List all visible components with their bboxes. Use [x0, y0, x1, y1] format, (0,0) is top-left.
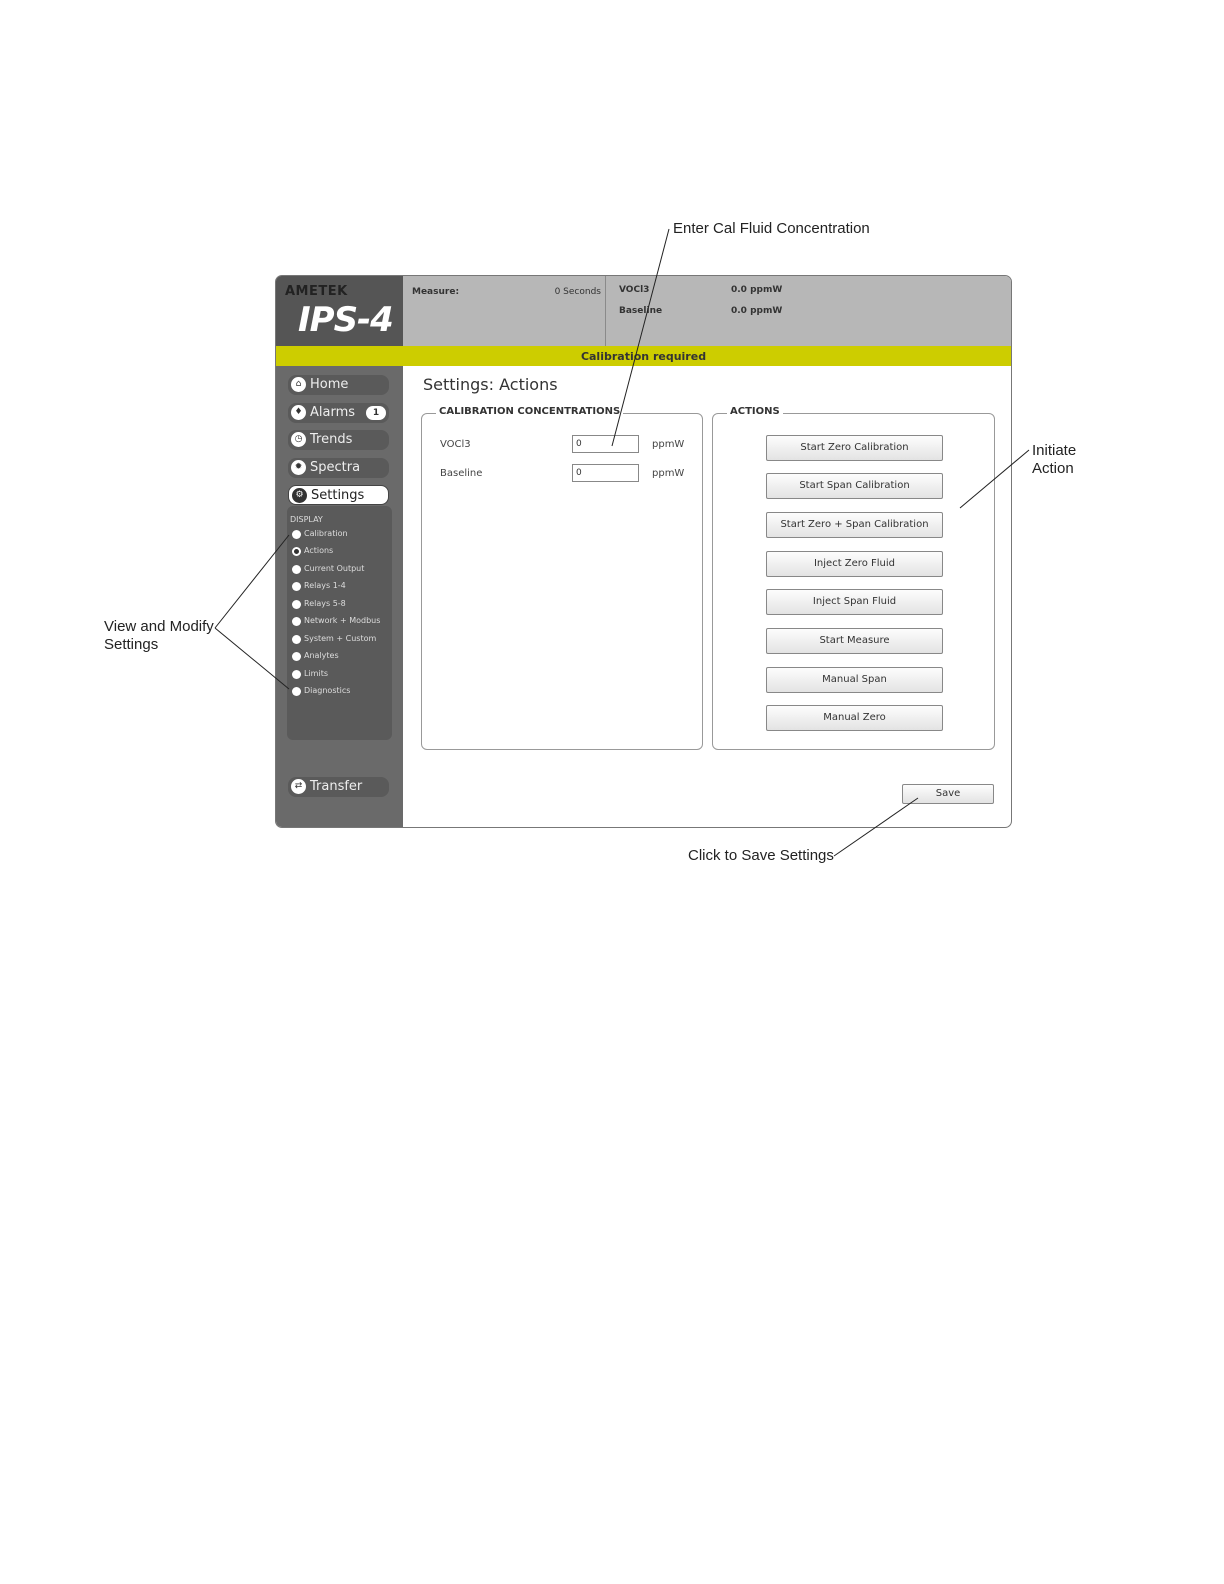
- status-bar: [276, 346, 1011, 366]
- callout-initiate-action: [1032, 442, 1076, 478]
- radio-icon: [292, 582, 301, 591]
- nav-transfer[interactable]: [288, 777, 389, 797]
- callout-view-modify-line1: View and Modify: [104, 618, 214, 635]
- callout-initiate-line2: Action: [1032, 460, 1074, 477]
- brand-logo: AMETEK: [285, 284, 348, 299]
- bell-icon: ♦: [291, 405, 306, 420]
- status-message: Calibration required: [580, 350, 707, 363]
- display-title: DISPLAY: [290, 515, 323, 524]
- nav-trends[interactable]: [288, 430, 389, 450]
- display-item-label: Calibration: [304, 529, 348, 538]
- start-zero-span-calibration-button[interactable]: Start Zero + Span Calibration: [766, 512, 943, 538]
- inject-span-fluid-button[interactable]: Inject Span Fluid: [766, 589, 943, 615]
- header: [403, 276, 1011, 346]
- actions-group-title: ACTIONS: [727, 406, 783, 417]
- callout-view-modify: [104, 618, 214, 654]
- nav-spectra[interactable]: [288, 458, 389, 478]
- display-item-label: Relays 1-4: [304, 581, 346, 590]
- callout-enter-cal-fluid: Enter Cal Fluid Concentration: [673, 220, 870, 237]
- header-divider: [605, 276, 606, 346]
- display-item-label: Current Output: [304, 564, 365, 573]
- reading-name: Baseline: [619, 306, 663, 316]
- nav-alarms-label: Alarms: [310, 405, 356, 420]
- start-zero-calibration-button[interactable]: Start Zero Calibration: [766, 435, 943, 461]
- save-button[interactable]: Save: [902, 784, 994, 804]
- measure-label: Measure:: [412, 287, 460, 297]
- field-label-vocl3: VOCl3: [440, 439, 471, 450]
- display-item-label: Actions: [304, 546, 334, 555]
- transfer-icon: ⇄: [291, 779, 306, 794]
- inject-zero-fluid-button[interactable]: Inject Zero Fluid: [766, 551, 943, 577]
- radio-icon: [292, 565, 301, 574]
- display-item-label: Analytes: [304, 651, 339, 660]
- display-item-label: Relays 5-8: [304, 599, 346, 608]
- reading-name: VOCl3: [619, 285, 650, 295]
- radio-icon: [292, 617, 301, 626]
- display-item-label: Network + Modbus: [304, 616, 381, 625]
- alarms-count-badge: 1: [366, 406, 386, 420]
- nav-spectra-label: Spectra: [310, 460, 361, 475]
- product-logo: IPS-4: [298, 300, 393, 340]
- nav-trends-label: Trends: [310, 432, 353, 447]
- manual-zero-button[interactable]: Manual Zero: [766, 705, 943, 731]
- home-icon: ⌂: [291, 377, 306, 392]
- nav-settings-label: Settings: [311, 488, 365, 503]
- calibration-group-title: CALIBRATION CONCENTRATIONS: [436, 406, 623, 417]
- start-span-calibration-button[interactable]: Start Span Calibration: [766, 473, 943, 499]
- reading-value: 0.0 ppmW: [731, 285, 783, 295]
- callout-initiate-line1: Initiate: [1032, 442, 1077, 459]
- logo: [276, 276, 403, 346]
- radio-icon: [292, 687, 301, 696]
- radio-icon: [292, 600, 301, 609]
- field-unit-baseline: ppmW: [652, 468, 685, 479]
- vocl3-concentration-input[interactable]: [572, 435, 639, 453]
- radio-icon: [292, 635, 301, 644]
- gear-icon: ⚙: [292, 488, 307, 503]
- radio-icon: [292, 652, 301, 661]
- display-item-label: Limits: [304, 669, 328, 678]
- nav-home[interactable]: [288, 375, 389, 395]
- field-unit-vocl3: ppmW: [652, 439, 685, 450]
- clock-icon: ◷: [291, 432, 306, 447]
- display-menu: [287, 506, 392, 740]
- app-window: [275, 275, 1012, 828]
- manual-span-button[interactable]: Manual Span: [766, 667, 943, 693]
- callout-click-save: Click to Save Settings: [688, 847, 834, 864]
- actions-group: [712, 406, 995, 750]
- radio-icon: [292, 530, 301, 539]
- measure-value: 0 Seconds: [554, 287, 601, 297]
- baseline-concentration-input[interactable]: [572, 464, 639, 482]
- display-item-label: System + Custom: [304, 634, 377, 643]
- reading-value: 0.0 ppmW: [731, 306, 783, 316]
- callout-view-modify-line2: Settings: [104, 636, 159, 653]
- nav-home-label: Home: [310, 377, 349, 392]
- nav-settings[interactable]: [288, 485, 389, 505]
- page-title: Settings: Actions: [423, 375, 558, 394]
- display-item-label: Diagnostics: [304, 686, 351, 695]
- field-label-baseline: Baseline: [440, 468, 483, 479]
- radio-selected-icon: [292, 547, 301, 556]
- nav-alarms[interactable]: [288, 403, 389, 423]
- nav-transfer-label: Transfer: [310, 779, 363, 794]
- start-measure-button[interactable]: Start Measure: [766, 628, 943, 654]
- radio-icon: [292, 670, 301, 679]
- sun-icon: ✹: [291, 460, 306, 475]
- calibration-concentrations-group: [421, 406, 703, 750]
